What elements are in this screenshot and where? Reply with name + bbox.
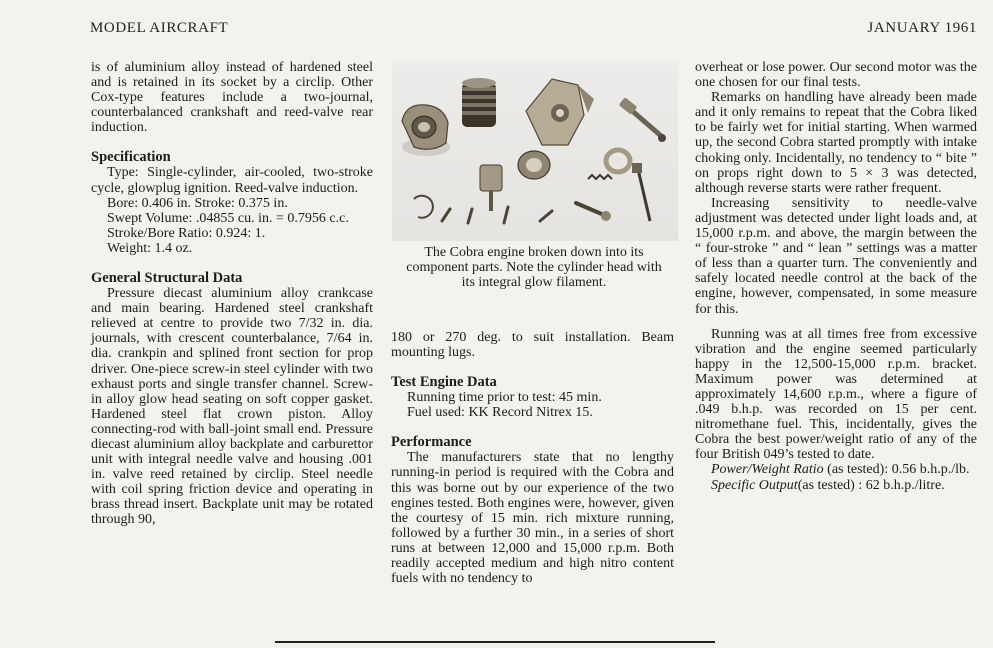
piston-part bbox=[480, 165, 502, 211]
gasket-part bbox=[606, 150, 630, 172]
power-weight-label: Power/Weight Ratio bbox=[711, 462, 824, 478]
test-engine-heading: Test Engine Data bbox=[391, 374, 497, 391]
col3-paragraph-3: Increasing sensitivity to needle-valve adjustment was detected under light loads and, at 15,000 r.p.m. and above, the margin between the “ four-stroke ” and “ lean ” settings was a matter of less than a quarter turn. The conveniently and safely located needle control at the back of the engine, however, compensated, in some measure for this. bbox=[695, 195, 977, 317]
column-3 bbox=[695, 60, 977, 493]
specification-heading: Specification bbox=[91, 149, 171, 166]
bottom-rule bbox=[275, 641, 715, 643]
spec-type: Type: Single-cylinder, air-cooled, two-stroke cycle, glowplug ignition. Reed-valve induction. bbox=[91, 165, 373, 196]
specific-output-value: (as tested) : 62 b.h.p./litre. bbox=[797, 477, 945, 493]
structural-data-body: Pressure diecast aluminium alloy crankcase and main bearing. Hardened steel crankshaft relieved at centre to provide two 7/32 in. dia. journals, with crescent counterbalance, 7/64 in. dia. crankpin and splined front section for prop driver. One-piece screw-in steel cylinder with two exhaust ports and single transfer channel. Screw-in alloy glow head seating on soft copper gasket. Hardened steel flat crown piston. Alloy connecting-rod with ball-joint small end. Pressure diecast aluminium alloy backplate and carburettor unit with integral needle valve and housing .001 in. valve reed retained by circlip. Steel needle with coil spring friction device and operating in brass thread insert. Backplate unit may be rotated through 90, bbox=[91, 286, 373, 528]
spec-ratio: Stroke/Bore Ratio: 0.924: 1. bbox=[107, 225, 266, 241]
col3-paragraph-1: overheat or lose power. Our second motor was the one chosen for our final tests. bbox=[695, 60, 977, 91]
intro-paragraph: is of aluminium alloy instead of hardened steel and is retained in its socket by a circlip. Other Cox-type features include a two-journal, counterbalanced crankshaft and reed-valve rear induction. bbox=[91, 60, 373, 136]
spec-bore: Bore: 0.406 in. Stroke: 0.375 in. bbox=[107, 195, 288, 211]
continuation-text: 180 or 270 deg. to suit installation. Beam mounting lugs. bbox=[391, 330, 674, 361]
glow-head-part bbox=[518, 151, 550, 179]
spring-part bbox=[588, 175, 612, 179]
column-2 bbox=[391, 330, 674, 586]
cylinder-part bbox=[462, 78, 496, 127]
specific-output bbox=[695, 478, 977, 493]
column-1 bbox=[91, 60, 373, 528]
magazine-title: MODEL AIRCRAFT bbox=[90, 20, 229, 36]
spec-weight: Weight: 1.4 oz. bbox=[107, 240, 193, 256]
test-fuel: Fuel used: KK Record Nitrex 15. bbox=[407, 405, 593, 421]
photo-caption: The Cobra engine broken down into its component parts. Note the cylinder head with its integral glow filament. bbox=[406, 245, 662, 291]
issue-date: JANUARY 1961 bbox=[867, 20, 977, 36]
col3-paragraph-2: Remarks on handling have already been made and it only remains to repeat that the Cobra liked to be fairly wet for initial starting. When warmed up, the second Cobra started promptly with intake choking only. Incidentally, no tendency to “ bite ” on props right down to 5 × 3 was detected, although reverse starts were rather frequent. bbox=[695, 90, 977, 196]
spec-volume: Swept Volume: .04855 cu. in. = 0.7956 c.c. bbox=[107, 210, 349, 226]
test-running-time: Running time prior to test: 45 min. bbox=[407, 390, 602, 406]
engine-parts-photo bbox=[392, 61, 678, 241]
engine-parts-illustration bbox=[392, 61, 678, 241]
performance-heading: Performance bbox=[391, 434, 472, 451]
needle-valve-part bbox=[632, 163, 650, 221]
power-weight-ratio bbox=[695, 462, 977, 477]
screws-part bbox=[442, 203, 611, 223]
col3-paragraph-4: Running was at all times free from excessive vibration and the engine seemed particularly happy in the 12,500-15,000 r.p.m. bracket. Maximum power was determined at approximately 14,600 r.p.m., where a figure of .049 b.h.p. was recorded on 15 per cent. nitromethane fuel. This, incidentally, gives the Cobra the best power/weight ratio of any of the four British 049’s tested to date. bbox=[695, 326, 977, 463]
specific-output-label: Specific Output bbox=[711, 477, 798, 493]
power-weight-value: (as tested): 0.56 b.h.p./lb. bbox=[827, 462, 970, 478]
backplate-part bbox=[526, 79, 594, 145]
performance-body: The manufacturers state that no lengthy running-in period is required with the Cobra and this was borne out by our experience of the two engines tested. Both engines were, however, given the courtesy of 15 min. rich mixture running, followed by a further 30 min., in a series of short runs at between 12,000 and 15,000 r.p.m. Both readily accepted medium and high nitro content fuels with no tendency to bbox=[391, 450, 674, 587]
circlip-part bbox=[414, 196, 433, 218]
crankshaft-part bbox=[619, 97, 666, 142]
page-header bbox=[90, 20, 977, 42]
structural-data-heading: General Structural Data bbox=[91, 270, 243, 287]
